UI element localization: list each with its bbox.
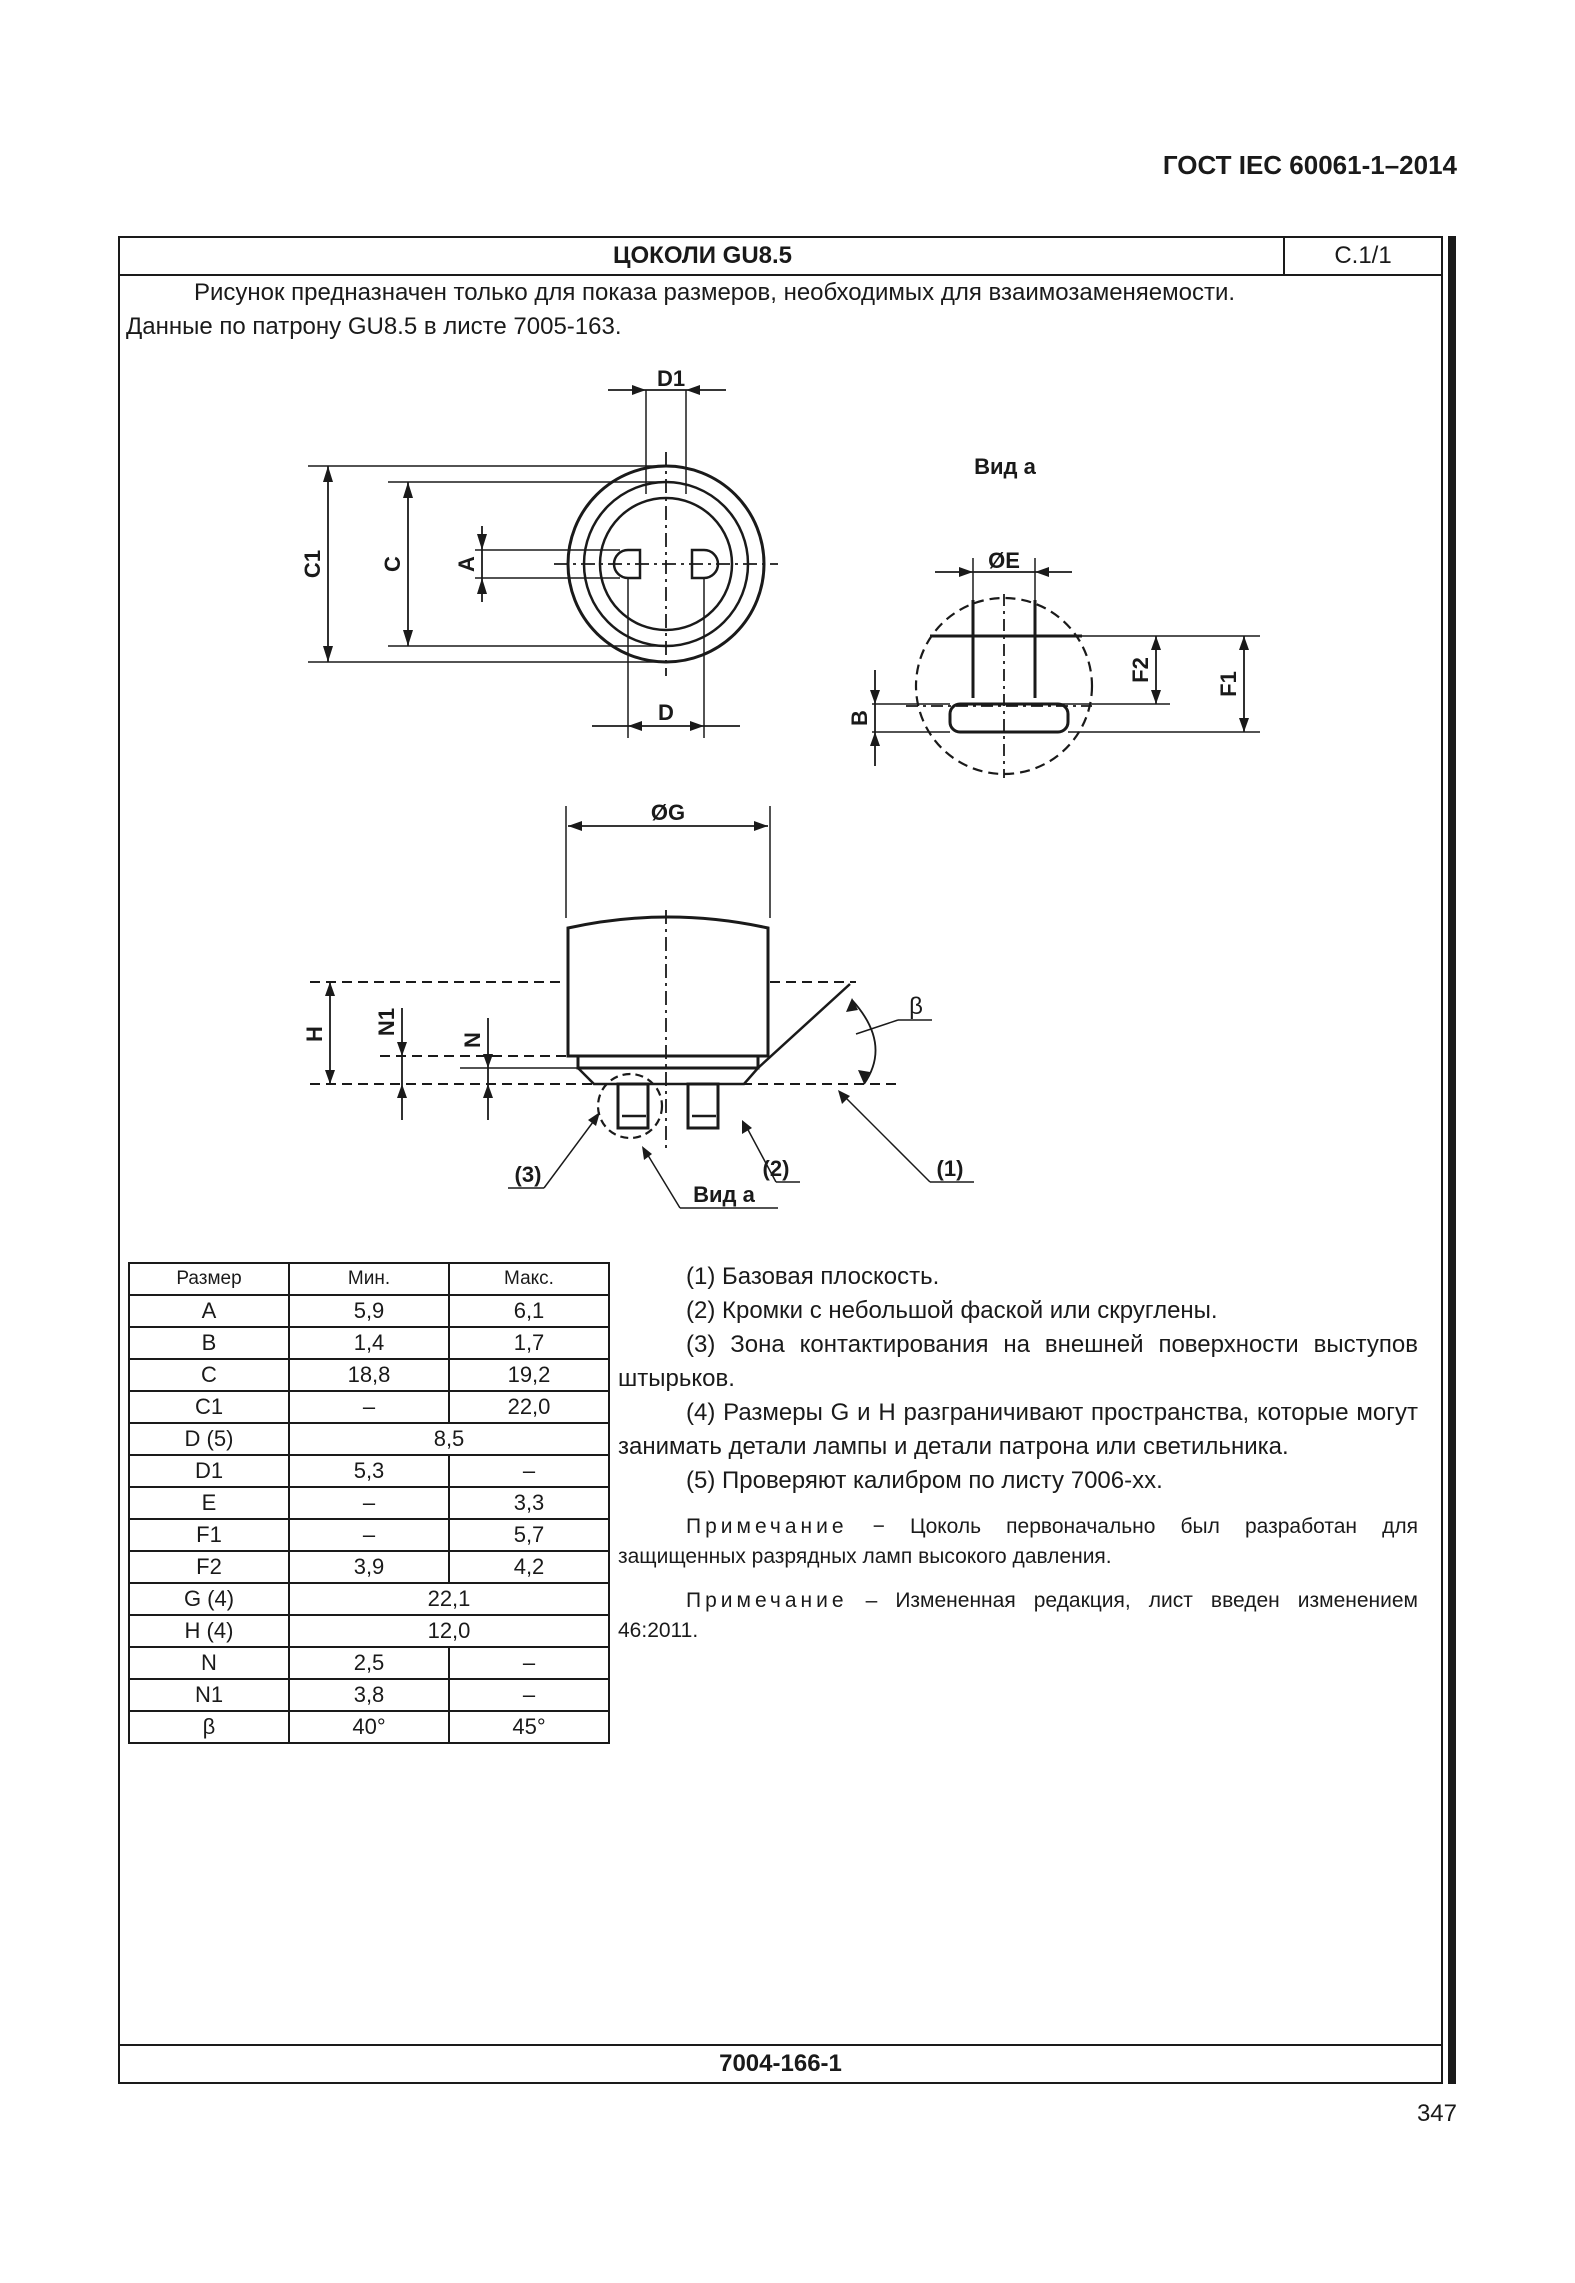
row-min: 18,8 (289, 1359, 449, 1391)
dim-n-label: N (460, 1032, 485, 1048)
note-4: (4) Размеры G и H разграничивают пространства, которые могут занимать детали лампы и детали патрона или светильника. (618, 1399, 1418, 1460)
row-name: D1 (129, 1455, 289, 1487)
dim-b-label: B (847, 710, 872, 726)
remark-2-text: – Измененная редакция, лист введен изменением 46:2011. (618, 1589, 1418, 1642)
sheet-code: 7004-166-1 (120, 2044, 1441, 2082)
row-min: 3,9 (289, 1551, 449, 1583)
table-row (129, 1295, 609, 1327)
row-name: H (4) (129, 1615, 289, 1647)
row-min: 5,3 (289, 1455, 449, 1487)
row-min: 5,9 (289, 1295, 449, 1327)
table-row (129, 1519, 609, 1551)
dimension-table (128, 1262, 610, 1744)
note-2: (2) Кромки с небольшой фаской или скруглены. (686, 1297, 1218, 1324)
note-1: (1) Базовая плоскость. (686, 1263, 940, 1290)
row-max: – (449, 1455, 609, 1487)
table-row (129, 1679, 609, 1711)
intro-line-1: Рисунок предназначен только для показа размеров, необходимых для взаимозаменяемости. (194, 279, 1236, 306)
row-name: F2 (129, 1551, 289, 1583)
view-a-title: Вид а (974, 454, 1036, 479)
row-name: N1 (129, 1679, 289, 1711)
table-header-row (129, 1263, 609, 1295)
table-header-max: Макс. (449, 1263, 609, 1295)
table-row (129, 1711, 609, 1743)
row-min: 2,5 (289, 1647, 449, 1679)
remark-1 (618, 1512, 1418, 1572)
row-name: D (5) (129, 1423, 289, 1455)
table-row (129, 1327, 609, 1359)
notes-block (618, 1260, 1418, 1646)
row-name: N (129, 1647, 289, 1679)
row-max: 6,1 (449, 1295, 609, 1327)
row-name: G (4) (129, 1583, 289, 1615)
table-row (129, 1423, 609, 1455)
row-name: β (129, 1711, 289, 1743)
row-max: 4,2 (449, 1551, 609, 1583)
table-header-min: Мин. (289, 1263, 449, 1295)
table-row (129, 1647, 609, 1679)
view-a-pin-foot (950, 704, 1068, 732)
base-flange (578, 1056, 758, 1068)
sheet-title: ЦОКОЛИ GU8.5 (612, 242, 793, 269)
row-min: – (289, 1519, 449, 1551)
lamp-body-outline (568, 917, 768, 1056)
row-name: F1 (129, 1519, 289, 1551)
table-row (129, 1583, 609, 1615)
row-name: E (129, 1487, 289, 1519)
remark-1-text: − Цоколь первоначально был разработан для защищенных разрядных ламп высокого давления. (618, 1515, 1418, 1568)
base-chamfer (578, 1068, 758, 1084)
callout-3: (3) (514, 1162, 542, 1187)
remark-2-label: Примечание (686, 1589, 848, 1612)
table-row (129, 1487, 609, 1519)
table-row (129, 1391, 609, 1423)
sheet-frame (118, 236, 1443, 2084)
note-5: (5) Проверяют калибром по листу 7006-хх. (686, 1467, 1163, 1494)
intro-line-2: Данные по патрону GU8.5 в листе 7005-163. (126, 313, 622, 340)
standard-designation: ГОСТ IEC 60061-1–2014 (1162, 150, 1457, 180)
row-name: C (129, 1359, 289, 1391)
row-max: 19,2 (449, 1359, 609, 1391)
dim-g-label: ØG (650, 800, 686, 825)
dim-d1-label: D1 (656, 366, 686, 391)
note-3: (3) Зона контактирования на внешней поверхности выступов штырьков. (618, 1331, 1418, 1392)
table-row (129, 1455, 609, 1487)
dim-d-label: D (658, 700, 674, 725)
row-max: 3,3 (449, 1487, 609, 1519)
dim-c-label: C (380, 556, 405, 572)
row-max: 22,0 (449, 1391, 609, 1423)
row-value: 8,5 (289, 1423, 609, 1455)
row-min: – (289, 1487, 449, 1519)
technical-drawing (120, 238, 1441, 2038)
dim-h-label: H (302, 1026, 327, 1042)
callout-2: (2) (762, 1156, 790, 1181)
row-name: C1 (129, 1391, 289, 1423)
remark-1-label: Примечание (686, 1515, 848, 1538)
table-row (129, 1615, 609, 1647)
row-max: 45° (449, 1711, 609, 1743)
page-number: 347 (1416, 2100, 1457, 2127)
dim-f2-label: F2 (1128, 657, 1153, 683)
row-max: – (449, 1647, 609, 1679)
table-row (129, 1551, 609, 1583)
row-min: 40° (289, 1711, 449, 1743)
remark-2 (618, 1586, 1418, 1646)
view-a-pointer-label: Вид а (693, 1182, 755, 1207)
callout-1: (1) (936, 1156, 964, 1181)
row-max: – (449, 1679, 609, 1711)
dim-c1-label: C1 (300, 549, 325, 579)
row-max: 5,7 (449, 1519, 609, 1551)
dim-f1-label: F1 (1216, 671, 1241, 697)
right-pin (688, 1084, 718, 1128)
table-row (129, 1359, 609, 1391)
table-header-size: Размер (129, 1263, 289, 1295)
row-min: – (289, 1391, 449, 1423)
row-name: A (129, 1295, 289, 1327)
row-min: 3,8 (289, 1679, 449, 1711)
row-min: 1,4 (289, 1327, 449, 1359)
sheet-number: С.1/1 (1283, 238, 1441, 274)
row-value: 22,1 (289, 1583, 609, 1615)
angle-beta-label: β (909, 993, 923, 1020)
dim-e-label: ØE (988, 548, 1020, 573)
row-value: 12,0 (289, 1615, 609, 1647)
left-pin (618, 1084, 648, 1128)
frame-thick-edge (1448, 236, 1456, 2084)
row-name: B (129, 1327, 289, 1359)
dim-n1-label: N1 (374, 1007, 399, 1037)
row-max: 1,7 (449, 1327, 609, 1359)
dim-a-label: A (454, 556, 479, 572)
